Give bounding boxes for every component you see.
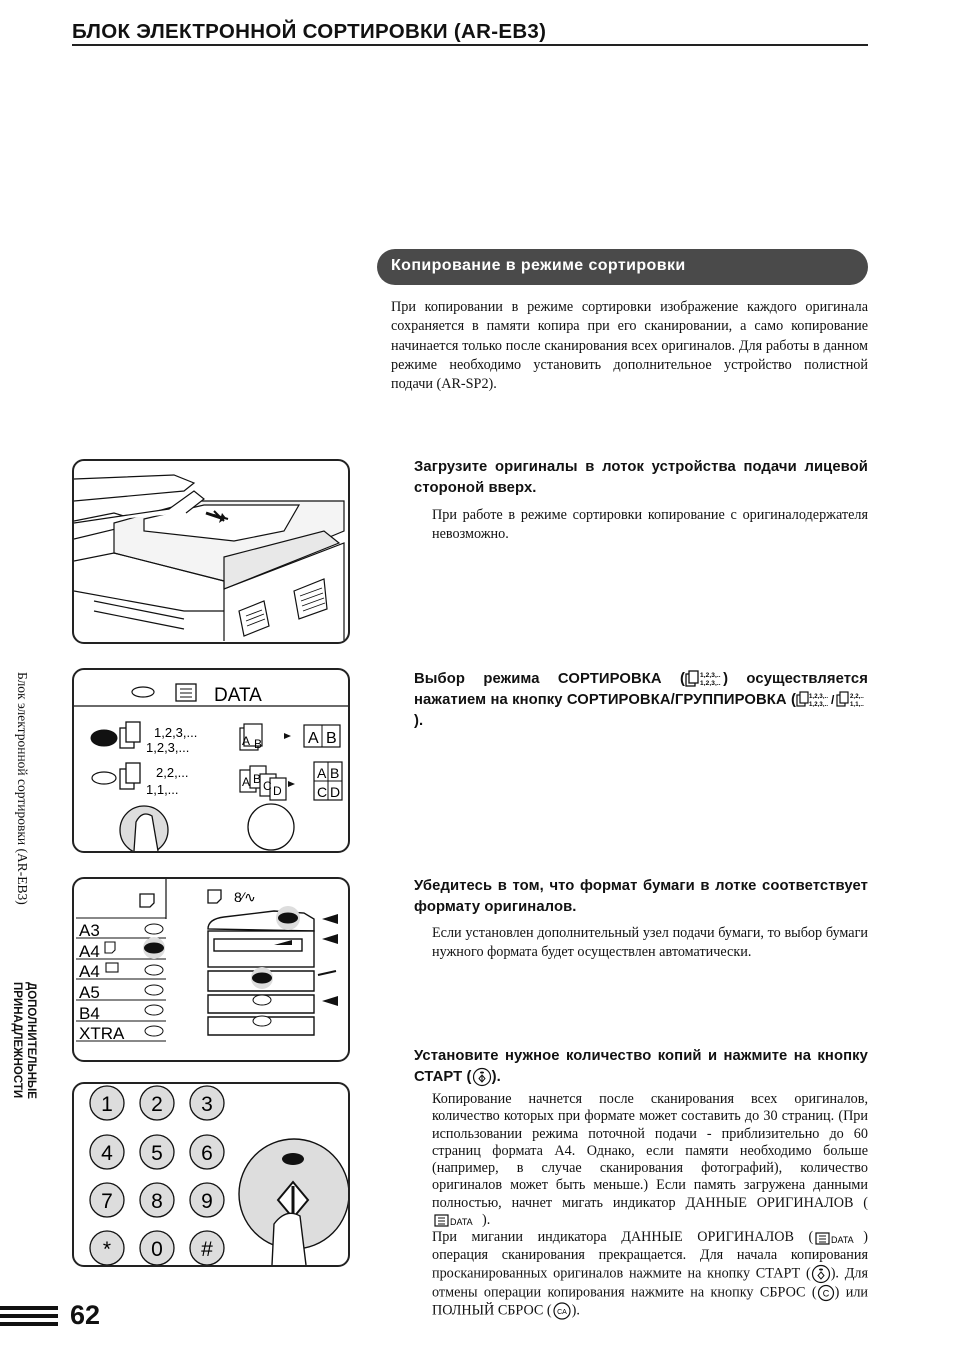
svg-text:#: # — [201, 1238, 213, 1261]
page-number-bar — [0, 1306, 58, 1310]
svg-text:4: 4 — [101, 1142, 113, 1165]
svg-text:3: 3 — [201, 1093, 213, 1116]
data-indicator-icon — [432, 1213, 482, 1228]
finger-pressing-start-icon — [272, 1213, 306, 1265]
paper-empty-icon: 8∕∿ — [234, 889, 256, 905]
svg-text:9: 9 — [201, 1190, 213, 1213]
svg-text:D: D — [330, 784, 341, 800]
section-banner — [377, 249, 868, 285]
paper-size-xtra: XTRA — [79, 1024, 125, 1043]
sort-group-icon — [796, 690, 868, 710]
paper-trays — [208, 911, 336, 1035]
paper-size-a5: A5 — [79, 983, 100, 1002]
sidebar-doc-title: Блок электронной сортировки (AR-EB3) — [15, 672, 30, 905]
paper-size-a4: A4 — [79, 942, 100, 961]
svg-text:1,1,..: 1,1,.. — [850, 702, 864, 709]
svg-text:A: A — [317, 765, 327, 781]
data-indicator-label: DATA — [831, 1234, 854, 1245]
paper-size-a4r: A4 — [79, 962, 100, 981]
paper-size-a3: A3 — [79, 921, 100, 940]
section-title: Копирование в режиме сортировки — [391, 257, 686, 274]
start-icon — [811, 1264, 831, 1284]
group-source-pages-icon — [240, 766, 286, 800]
step4-p2-part-c: ). Для отмены операции копирования нажмите на кнопку СБРОС ( — [432, 1265, 868, 1301]
start-icon — [472, 1067, 492, 1087]
data-indicator-icon — [813, 1231, 863, 1246]
feeder-drawing — [74, 461, 348, 642]
svg-text:6: 6 — [201, 1142, 213, 1165]
svg-text:C: C — [317, 784, 328, 800]
group-seq-bottom: 1,1,... — [146, 782, 179, 797]
svg-text:1,2,3,..: 1,2,3,.. — [809, 702, 829, 709]
step1-title: Загрузите оригиналы в лоток устройства подачи лицевой стороной вверх. — [414, 459, 868, 496]
step2-title — [414, 669, 868, 732]
section-intro: При копировании в режиме сортировки изображение каждого оригинала сохраняется в памяти копира при его сканировании, а само копирование начинается только после сканирования всех оригиналов. Для работы в данном режиме необходимо установить дополнительное устройство полистной подачи (AR-SP2). — [391, 299, 868, 393]
step2-title-part-a: Выбор режима СОРТИРОВКА ( — [414, 671, 686, 687]
sort-seq-top: 1,2,3,... — [154, 725, 198, 740]
svg-text:1: 1 — [101, 1093, 113, 1116]
sort-result-b: B — [326, 730, 337, 747]
svg-text:1,2,3,..: 1,2,3,.. — [700, 672, 721, 680]
feeder-illustration — [72, 459, 350, 644]
sidebar-section-label: ДОПОЛНИТЕЛЬНЫЕ ПРИНАДЛЕЖНОСТИ — [11, 982, 37, 1099]
paper-size-b4: B4 — [79, 1004, 100, 1023]
clear-key-label: C — [822, 1288, 829, 1299]
svg-text:B: B — [330, 765, 340, 781]
svg-text:7: 7 — [101, 1190, 113, 1213]
svg-text:B: B — [253, 772, 262, 786]
sort-src-b: B — [254, 737, 263, 751]
data-indicator-lamp — [132, 687, 154, 697]
step4-p2-part-b: ) операция сканирования прекращается. Для начала копирования просканированных оригиналов нажмите на кнопку СТАРТ ( — [432, 1229, 868, 1282]
start-ready-lamp — [282, 1153, 304, 1165]
paper-select-panel — [72, 877, 350, 1062]
svg-text:0: 0 — [151, 1238, 163, 1261]
clear-key-icon — [817, 1284, 835, 1302]
page-header-title: БЛОК ЭЛЕКТРОННОЙ СОРТИРОВКИ (AR-EB3) — [72, 20, 547, 43]
step4-title — [414, 1046, 868, 1088]
clear-all-key-label: CA — [556, 1308, 567, 1316]
sort-result-a: A — [308, 730, 319, 747]
step4-p2-part-d: ) или ПОЛНЫЙ СБРОС ( — [432, 1284, 868, 1319]
svg-text:2,2,..: 2,2,.. — [850, 694, 864, 701]
svg-text:/: / — [831, 693, 835, 708]
sort-seq-bottom: 1,2,3,... — [146, 740, 190, 755]
svg-text:C: C — [263, 779, 272, 793]
step4-text — [432, 1091, 868, 1320]
page-number-bar — [0, 1322, 58, 1326]
step4-paragraph1: Копирование начнется после сканирования всех оригиналов, количество которых при формате может составить до 30 страниц. (При использовании режима поточной подачи - приблизительно до 60 страниц формата A4. Однако, если памяти необходимо больше (например, в случае сканирования фотографий), количество оригиналов может быть меньше.) Если память загружена данными полностью, начнет мигать индикатор ДАННЫЕ ОРИГИНАЛОВ ( — [432, 1091, 868, 1211]
paper-size-icon — [140, 894, 154, 907]
keypad-drawing — [74, 1084, 348, 1265]
clear-all-key-icon — [552, 1302, 572, 1320]
step3-title: Убедитесь в том, что формат бумаги в лотке соответствует формату оригиналов. — [414, 878, 868, 915]
svg-text:5: 5 — [151, 1142, 163, 1165]
step4-p2-part-e: ). — [571, 1302, 580, 1319]
keypad-panel — [72, 1082, 350, 1267]
header-rule — [72, 44, 868, 46]
sort-control-panel — [72, 668, 350, 853]
step2-title-part-b: ) осуществляется нажатием на кнопку СОРТИРОВКА/ГРУППИРОВКА ( — [414, 671, 868, 708]
group-seq-top: 2,2,... — [156, 765, 189, 780]
step2-title-part-c: ). — [414, 713, 424, 729]
svg-text:1,2,3,..: 1,2,3,.. — [700, 680, 721, 688]
data-indicator-label: DATA — [450, 1217, 473, 1228]
sort-indicator-lamp — [91, 730, 117, 746]
group-indicator-lamp — [92, 772, 116, 784]
page-number-bar — [0, 1314, 58, 1318]
step4-paragraph1-end: ). — [482, 1212, 491, 1229]
step4-title-part-a: Установите нужное количество копий и нажмите на кнопку СТАРТ ( — [414, 1048, 868, 1085]
sort-panel-drawing — [74, 670, 348, 851]
step4-p2-part-a: При мигании индикатора ДАННЫЕ ОРИГИНАЛОВ ( — [432, 1229, 814, 1246]
paper-panel-drawing — [74, 879, 348, 1060]
sort-src-a: A — [242, 734, 251, 748]
svg-text:1,2,3,..: 1,2,3,.. — [809, 694, 829, 701]
step4-title-part-b: ). — [491, 1069, 501, 1085]
svg-text:*: * — [102, 1238, 112, 1261]
paper-tray-icon — [208, 890, 221, 903]
data-label: DATA — [214, 685, 262, 706]
sort-mode-icon — [685, 669, 723, 689]
sort-panel-second-button — [248, 804, 294, 850]
paper-size-list — [76, 918, 166, 1043]
svg-text:2: 2 — [151, 1093, 163, 1116]
svg-text:A: A — [242, 775, 251, 789]
svg-text:D: D — [273, 784, 282, 798]
step1-text: При работе в режиме сортировки копирование с оригиналодержателя невозможно. — [432, 507, 868, 543]
step3-text: Если установлен дополнительный узел подачи бумаги, то выбор бумаги нужного формата будет осуществлен автоматически. — [432, 925, 868, 961]
page-number: 62 — [70, 1300, 101, 1330]
svg-text:8: 8 — [151, 1190, 163, 1213]
